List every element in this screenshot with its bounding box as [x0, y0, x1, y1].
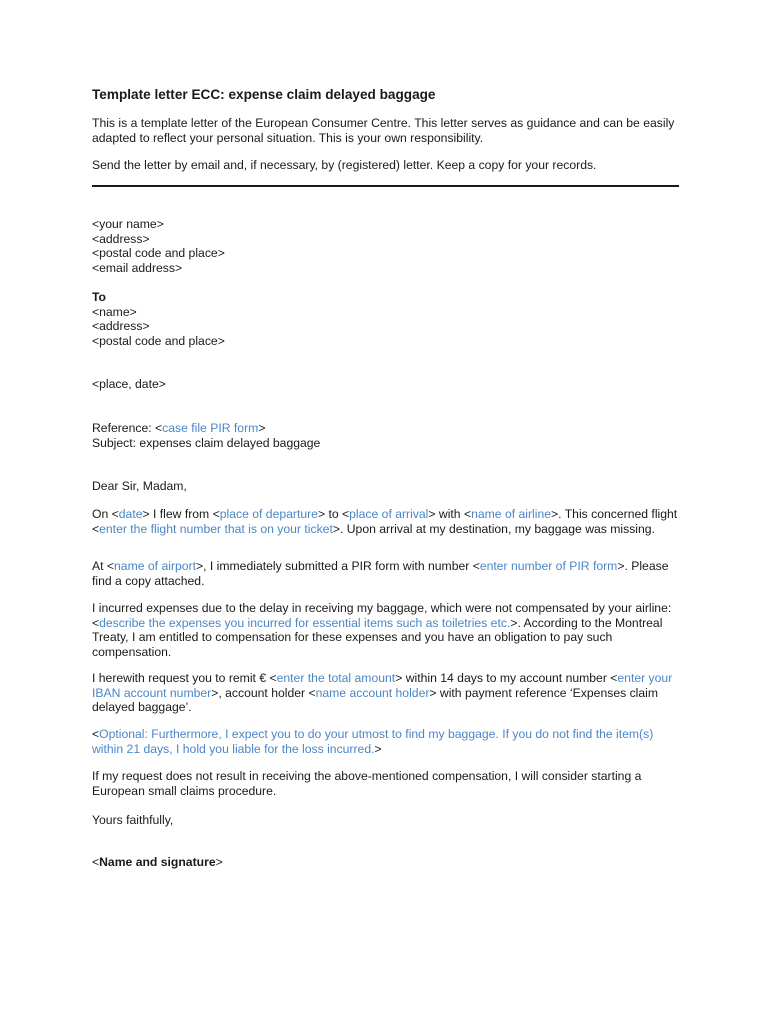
placeholder-expenses: describe the expenses you incurred for essential items such as toiletries etc.	[99, 615, 511, 630]
recipient-name: <name>	[92, 304, 137, 319]
horizontal-divider	[92, 185, 679, 187]
reference-close: >	[258, 421, 266, 435]
intro-text: This is a template letter of the European Consumer Centre. This letter serves as guidance and can be easily adapted to reflect your personal situation. This is your own responsibility.	[92, 116, 675, 145]
placeholder-departure: place of departure	[219, 507, 318, 521]
subject-line: Subject: expenses claim delayed baggage	[92, 435, 321, 450]
send-instructions	[92, 158, 682, 173]
remit-paragraph	[92, 671, 682, 715]
placeholder-airport: name of airport	[114, 559, 196, 573]
sender-postal: <postal code and place>	[92, 246, 225, 261]
sender-name: <your name>	[92, 217, 164, 231]
text-segment: >	[374, 741, 382, 756]
document-title: Template letter ECC: expense claim delayed baggage	[92, 87, 436, 102]
text-segment: >. Upon arrival at my destination, my baggage was missing.	[332, 521, 655, 536]
text-segment: I herewith request you to remit € <	[92, 671, 277, 685]
text-segment: > with payment reference ‘Expenses claim delayed baggage’.	[92, 685, 659, 715]
recipient-block	[92, 290, 682, 348]
text-segment: >. Please find a copy attached.	[92, 559, 669, 588]
small-claims-paragraph	[92, 769, 682, 798]
closing: Yours faithfully,	[92, 813, 174, 827]
placeholder-optional-text: Optional: Furthermore, I expect you to do your utmost to find my baggage. If you do not find the item(s) within 21 days, I hold you liable for the loss incurred.	[92, 727, 654, 756]
sender-address: <address>	[92, 231, 150, 246]
sender-email: <email address>	[92, 260, 183, 275]
text-segment: I incurred expenses due to the delay in receiving my baggage, which were not compensated by your airline: <	[92, 601, 672, 630]
intro-paragraph	[92, 116, 682, 145]
placeholder-amount: enter the total amount	[276, 671, 396, 685]
recipient-postal: <postal code and place>	[92, 333, 225, 348]
pir-paragraph	[92, 559, 682, 588]
text-segment: >. According to the Montreal Treaty, I am entitled to compensation for these expenses and you have an obligation to pay such compensation.	[92, 615, 663, 659]
placeholder-airline: name of airline	[471, 507, 552, 521]
reference-label: Reference: <	[92, 421, 163, 435]
reference-line	[92, 421, 682, 436]
recipient-to-label: To	[92, 290, 106, 304]
placeholder-flight-number: enter the flight number that is on your ticket	[99, 521, 333, 536]
text-segment: >, account holder <	[211, 685, 316, 700]
placeholder-date: date	[118, 507, 143, 521]
placeholder-pir-number: enter number of PIR form	[479, 559, 618, 573]
text-segment: At <	[92, 559, 115, 573]
text-segment: > within 14 days to my account number <	[395, 671, 618, 685]
reference-subject-block	[92, 421, 682, 450]
reference-placeholder: case file PIR form	[162, 421, 259, 435]
text-segment: >, I immediately submitted a PIR form with number <	[196, 559, 480, 573]
send-instructions-text: Send the letter by email and, if necessary, by (registered) letter. Keep a copy for your records.	[92, 158, 597, 172]
text-segment: <	[92, 727, 100, 741]
optional-paragraph	[92, 727, 682, 756]
text-segment: > with <	[428, 507, 472, 521]
small-claims-text: If my request does not result in receiving the above-mentioned compensation, I will consider starting a European small claims procedure.	[92, 769, 642, 798]
text-segment: On <	[92, 507, 119, 521]
salutation: Dear Sir, Madam,	[92, 479, 187, 493]
flight-paragraph	[92, 507, 682, 536]
text-segment: > I flew from <	[142, 507, 220, 521]
signature-line	[92, 855, 682, 870]
signature-label: Name and signature	[99, 855, 216, 869]
text-segment: >. This concerned flight <	[92, 507, 678, 536]
place-date: <place, date>	[92, 377, 166, 391]
placeholder-account-holder: name account holder	[315, 685, 430, 700]
text-segment: <	[92, 855, 100, 869]
expenses-paragraph	[92, 601, 682, 659]
text-segment: > to <	[317, 507, 350, 521]
recipient-address: <address>	[92, 319, 150, 334]
placeholder-arrival: place of arrival	[349, 507, 429, 521]
sender-block	[92, 217, 682, 275]
text-segment: >	[215, 855, 223, 869]
placeholder-iban: enter your IBAN account number	[92, 671, 673, 700]
